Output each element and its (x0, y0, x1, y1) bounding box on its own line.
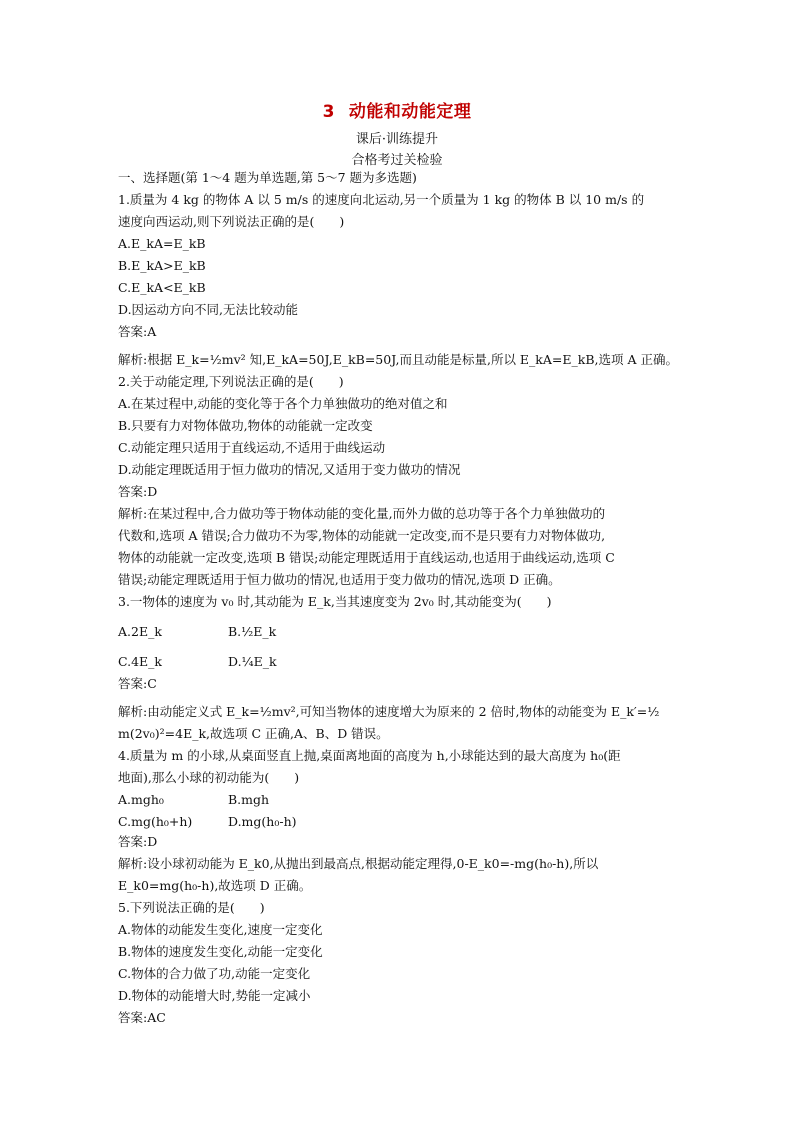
subtitle-level: 合格考过关检验 (351, 153, 443, 168)
q4-answer: 答案:D (118, 834, 158, 849)
q1-option-d: D.因运动方向不同,无法比较动能 (118, 302, 299, 317)
q3-option-d: D.¼E_k (228, 654, 277, 669)
q2-analysis-line2: 代数和,选项 A 错误;合力做功不为零,物体的动能就一定改变,而不是只要有力对物体做功, (118, 528, 606, 543)
q2-option-d: D.动能定理既适用于恒力做功的情况,又适用于变力做功的情况 (118, 462, 461, 477)
q2-option-b: B.只要有力对物体做功,物体的动能就一定改变 (118, 418, 373, 433)
q2-analysis-line4: 错误;动能定理既适用于恒力做功的情况,也适用于变力做功的情况,选项 D 正确。 (118, 572, 561, 587)
q3-option-c: C.4E_k (118, 654, 162, 669)
q3-stem: 3.一物体的速度为 v₀ 时,其动能为 E_k,当其速度变为 2v₀ 时,其动能变为( ) (118, 594, 552, 609)
section-heading: 一、选择题(第 1～4 题为单选题,第 5～7 题为多选题) (118, 170, 417, 185)
subtitle-after-class: 课后·训练提升 (355, 132, 439, 147)
q3-analysis-line2: m(2v₀)²=4E_k,故选项 C 正确,A、B、D 错误。 (118, 726, 389, 741)
q4-analysis-line2: E_k0=mg(h₀-h),故选项 D 正确。 (118, 878, 312, 893)
q5-answer: 答案:AC (118, 1010, 166, 1025)
chapter-number: 3 (322, 102, 335, 122)
q1-stem-line2: 速度向西运动,则下列说法正确的是( ) (118, 214, 345, 229)
q2-analysis-line3: 物体的动能就一定改变,选项 B 错误;动能定理既适用于直线运动,也适用于曲线运动,选项 C (118, 550, 615, 565)
q5-option-b: B.物体的速度发生变化,动能一定变化 (118, 944, 323, 959)
q3-option-b: B.½E_k (228, 624, 277, 639)
q1-option-b: B.E_kA>E_kB (118, 258, 206, 273)
q3-answer: 答案:C (118, 676, 157, 691)
q2-option-c: C.动能定理只适用于直线运动,不适用于曲线运动 (118, 440, 386, 455)
q1-analysis: 解析:根据 E_k=½mv² 知,E_kA=50J,E_kB=50J,而且动能是标量,所以 E_kA=E_kB,选项 A 正确。 (118, 352, 678, 367)
q2-stem: 2.关于动能定理,下列说法正确的是( ) (118, 374, 344, 389)
q4-stem-line2: 地面),那么小球的初动能为( ) (118, 770, 300, 785)
q4-option-d: D.mg(h₀-h) (228, 814, 297, 829)
q5-option-a: A.物体的动能发生变化,速度一定变化 (118, 922, 323, 937)
q2-answer: 答案:D (118, 484, 158, 499)
page-title (0, 97, 794, 122)
chapter-title: 动能和动能定理 (348, 102, 472, 122)
q2-option-a: A.在某过程中,动能的变化等于各个力单独做功的绝对值之和 (118, 396, 448, 411)
q4-analysis-line1: 解析:设小球初动能为 E_k0,从抛出到最高点,根据动能定理得,0-E_k0=-mg(h₀-h),所以 (118, 856, 599, 871)
q4-option-c: C.mg(h₀+h) (118, 814, 193, 829)
q5-option-c: C.物体的合力做了功,动能一定变化 (118, 966, 311, 981)
q5-option-d: D.物体的动能增大时,势能一定减小 (118, 988, 311, 1003)
q5-stem: 5.下列说法正确的是( ) (118, 900, 265, 915)
q3-analysis-line1: 解析:由动能定义式 E_k=½mv²,可知当物体的速度增大为原来的 2 倍时,物体的动能变为 E_k′=½ (118, 704, 660, 719)
q1-answer: 答案:A (118, 324, 157, 339)
q1-stem-line1: 1.质量为 4 kg 的物体 A 以 5 m/s 的速度向北运动,另一个质量为 1 kg 的物体 B 以 10 m/s 的 (118, 192, 645, 207)
q4-option-a: A.mgh₀ (118, 792, 164, 807)
q1-option-a: A.E_kA=E_kB (118, 236, 206, 251)
q4-stem-line1: 4.质量为 m 的小球,从桌面竖直上抛,桌面离地面的高度为 h,小球能达到的最大高度为 h₀(距 (118, 748, 621, 763)
q4-option-b: B.mgh (228, 792, 270, 807)
q3-option-a: A.2E_k (118, 624, 162, 639)
q1-option-c: C.E_kA<E_kB (118, 280, 206, 295)
q2-analysis-line1: 解析:在某过程中,合力做功等于物体动能的变化量,而外力做的总功等于各个力单独做功的 (118, 506, 606, 521)
